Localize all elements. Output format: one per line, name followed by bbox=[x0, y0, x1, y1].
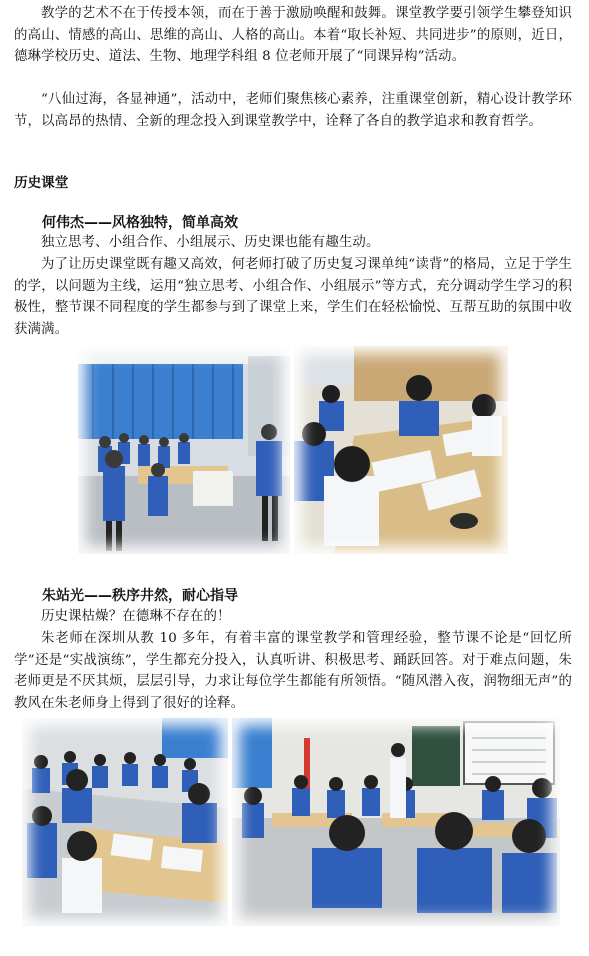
teacher1-paragraph-1: 独立思考、小组合作、小组展示、历史课也能有趣生动。 bbox=[41, 235, 380, 250]
teacher2-paragraph-1: 历史课枯燥？在德琳不存在的！ bbox=[41, 609, 231, 624]
teacher2-paragraph-2: 朱老师在深圳从教 10 多年，有着丰富的课堂教学和管理经验，整节课不论是“回忆所学”还是“实战演练”，学生都充分投入，认真听讲、积极思考、踊跃回答。对于难点问题，朱老师更是不厌其烦，层层引导，力求让每位学生都能有所领悟。“随风潜入夜，润物细无声”的教风在朱老师身上得到了很好的诠释。 bbox=[14, 631, 572, 711]
intro-paragraph-1: 教学的艺术不在于传授本领，而在于善于激励唤醒和鼓舞。课堂教学要引领学生攀登知识的高山、情感的高山、思维的高山、人格的高山。本着“取长补短、共同进步”的原则，近日，德琳学校历史、道法、生物、地理学科组 8 位老师开展了“同课异构”活动。 bbox=[14, 6, 572, 64]
classroom-photo-3 bbox=[22, 718, 228, 926]
teacher1-title: 何伟杰——风格独特，简单高效 bbox=[42, 215, 238, 231]
intro-paragraph-2: “八仙过海，各显神通”，活动中，老师们聚焦核心素养，注重课堂创新，精心设计教学环节，以高昂的热情、全新的理念投入到课堂教学中，诠释了各自的教学追求和教育哲学。 bbox=[14, 92, 572, 129]
section-title-history: 历史课堂 bbox=[14, 175, 69, 191]
classroom-photo-1 bbox=[78, 346, 290, 554]
classroom-photo-4 bbox=[232, 718, 560, 926]
teacher1-paragraph-2: 为了让历史课堂既有趣又高效，何老师打破了历史复习课单纯“读背”的格局，立足于学生的学，以问题为主线，运用“独立思考、小组合作、小组展示”等方式，充分调动学生学习的积极性，整节课不同程度的学生都参与到了课堂上来，学生们在轻松愉悦、互帮互助的氛围中收获满满。 bbox=[14, 257, 572, 337]
classroom-photo-2 bbox=[294, 346, 508, 554]
teacher2-title: 朱站光——秩序井然，耐心指导 bbox=[42, 588, 238, 604]
